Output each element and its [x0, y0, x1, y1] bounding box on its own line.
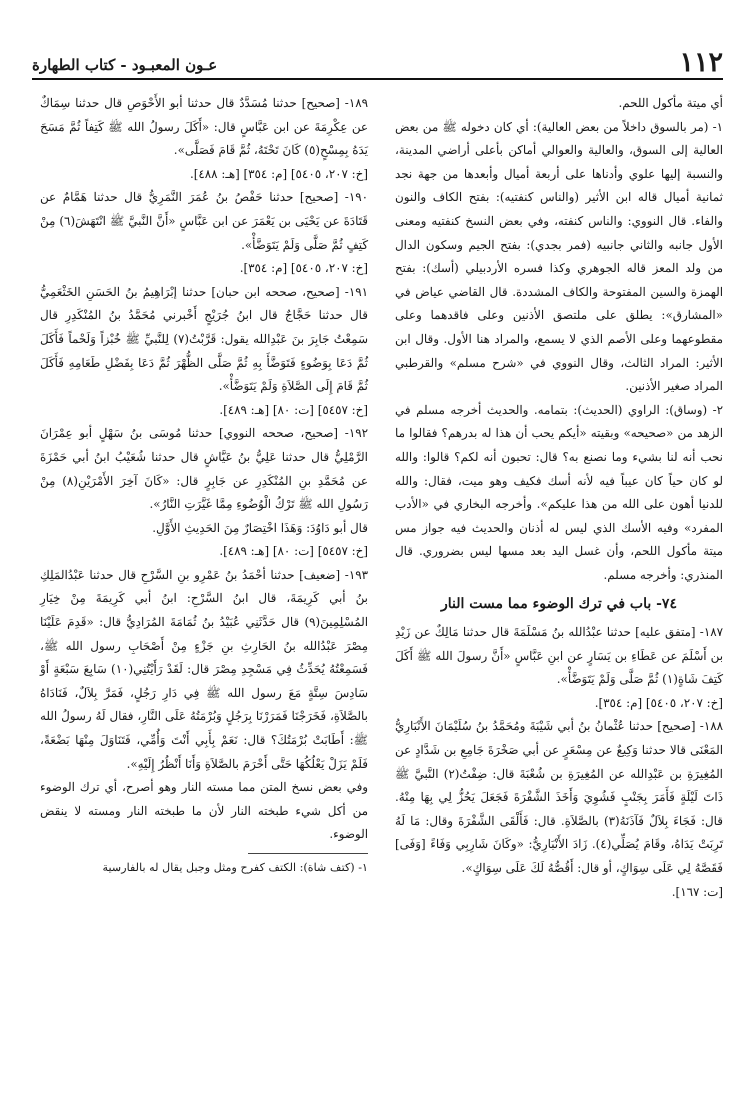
hadith-190-reference: [خ: ٢٠٧، ٥٤٠٥] [م: ٣٥٤].: [239, 261, 368, 276]
hadith-192: ١٩٢- [صحيح، صححه النووي] حدثنا مُوسَى بنُ سَهْلٍ أبو عِمْرَانَ الرَّمْلِيُّ قال حدثنا عَلِيُّ بنُ عَيَّاشٍ قال حدثنا شُعَيْبُ ابنُ أبي حَمْزَةَ عن مُحَمَّدِ بنِ المُنْكَدِرِ عن جَابِرٍ قال: «كَانَ آخِرَ الأَمْرَيْنِ(٨) مِنْ رَسُولِ الله ﷺ تَرْكُ الْوُضُوءِ مِمَّا غَيَّرَتِ النَّارُ».: [40, 426, 369, 512]
page-header: [32, 40, 723, 76]
hadith-187-reference: [خ: ٢٠٧، ٥٤٠٥] [م: ٣٥٤].: [594, 695, 723, 710]
hadith-187: ١٨٧- [متفق عليه] حدثنا عبْدُالله بنُ مَسْلَمَةَ قال حدثنا مَالِكٌ عن زَيْدِ بن أَسْلَمَ عن عَطَاءِ بن يَسَارٍ عن ابنِ عَبَّاسٍ «أَنَّ رسولَ الله ﷺ أَكَلَ كَتِفَ شَاةٍ(١) ثُمَّ صَلَّى وَلَمْ يَتَوَضَّأْ».: [395, 625, 723, 687]
commentary-note-2: ٢- (وساق): الراوي (الحديث): بتمامه. والحديث أخرجه مسلم في الزهد من «صحيحه» وبقيته «أيكم يحب أن هذا له بدرهم؟ فقالوا ما نحب أنه لنا بشيء وما نصنع به؟ قال: تحبون أنه لكم؟ قالوا: والله لو كان حياً كان عيباً فيه لأنه أسك فكيف وهو ميت، فقال: والله للدنيا أهون على الله من هذا عليكم». وأخرجه البخاري في «الأدب المفرد» وفيه الأسك الذي ليس له أذنان والحديث فيه جواز مس ميتة مأكول اللحم، وأن غسل اليد بعد مسها ليس بضروري. قال المنذري: وأخرجه مسلم.: [395, 402, 723, 582]
hadith-188: ١٨٨- [صحيح] حدثنا عُثْمانُ بنُ أبي شَيْبَةَ ومُحَمَّدُ بنُ سُلَيْمَانَ الأَنْبَارِيُّ المَعْنَى قالا حدثنا وَكِيعٌ عن مِسْعَرٍ عن أبي صَخْرَةَ جَامِعِ بن شَدَّادٍ عن المُغِيرَةِ بن عَبْدِالله عن المُغِيرَةِ بن شُعْبَةَ قال: ضِفْتُ(٢) النَّبيَّ ﷺ ذَاتَ لَيْلَةٍ فَأَمَرَ بِجَنْبٍ فَشُوِيَ وَأَخَذَ الشَّفْرَةَ فَجَعَلَ يَحُزُّ لِي بِهَا مِنْهُ. قال: فَجَاءَ بِلاَلٌ فَآذَنَهُ(٣) بالصَّلاَةِ. قال: فَأَلْقَى الشَّفْرَةَ وقال: مَا لَهُ تَرِبَتْ يَدَاهُ، وقَامَ يُصَلِّي(٤). زَادَ الأَنْبَارِيُّ: «وكَانَ شَارِبِي وَفَاءً [وَفَى] فَقَصَّهُ لِي عَلَى سِوَاكٍ، أو قال: أَقُصُّهُ لَكَ عَلَى سِوَاكٍ».: [395, 719, 723, 875]
page-number: ١١٢: [679, 47, 723, 78]
commentary-after: وفي بعض نسخ المتن مما مسته النار وهو أصرح، أي ترك الوضوء من أكل شيء طبخته النار لأن ما طبخته النار ومسته لا ينقض الوضوء.: [40, 780, 368, 842]
hadith-188-reference: [ت: ١٦٧].: [671, 884, 723, 899]
running-title: عـون المعبـود - كتاب الطهارة: [32, 56, 218, 74]
commentary-note-1: ١- (مر بالسوق داخلاً من بعض العالية): أي كان دخوله ﷺ من بعض العالية إلى السوق، والعالية والعوالي أماكن بأعلى أراضي المدينة، والنسبة إليها علوي وأدناها على أربعة أميال وأبعدها من جهة نجد ثمانية أميال قاله ابن الأثير (والناس كنفتيه): بفتح الكاف والنون والفاء. قال النووي: والناس كنفته، وفي بعض النسخ كنفتيه ومعنى الأول جانبه والثاني جانبيه (فمر بجدي): بفتح الجيم وسكون الدال من ولد المعز قاله الجوهري وكذا فسره الأردبيلي (أسك): بفتح الهمزة والسين المفتوحة والكاف المشددة. قال القاضي عياض في «المشارق»: يطلق على ملتصق الأذنين وعلى فاقدهما وعلى مقطوعهما وعلى الأصم الذي لا يسمع، والمراد هنا الأول. وقال ابن الأثير: المراد الثالث، وقال النووي في «شرح مسلم» والقرطبي المراد صغير الأذنين.: [395, 119, 723, 394]
commentary-intro: أي ميتة مأكول اللحم.: [618, 96, 723, 110]
footnote-1: ١- (كتف شاة): الكتف كفرح ومثل وجبل يقال له بالفارسية: [102, 861, 368, 874]
header-rule: [32, 78, 723, 80]
hadith-193: ١٩٣- [ضعيف] حدثنا أحْمَدُ بنُ عَمْرِو بنِ السَّرْحِ قال حدثنا عَبْدُالمَلِكِ بنُ أبي كَرِيمَةَ، قال ابنُ السَّرْحِ: ابنُ أبي كَرِيمَةَ مِنْ خِيَارِ المُسْلِمِينَ(٩) قال حَدَّثَنِي عُبَيْدُ بنُ ثُمَامَةَ المُرَادِيُّ قال: «قَدِمَ عَلَيْنَا مِصْرَ عَبْدُالله بنُ الحَارِثِ بنِ جَزْءٍ مِنْ أَصْحَابِ رسول الله ﷺ، فَسَمِعْتُهُ يُحَدِّثُ فِي مَسْجِدِ مِصْرَ قال: لَقَدْ رَأَيْتُنِي(١٠) سَابِعَ سَبْعَةٍ أَوْ سَادِسَ سِتَّةٍ مَعَ رسول الله ﷺ فِي دَارِ رَجُلٍ، فَمَرَّ بِلاَلٌ، فَنَادَاهُ بالصَّلاَةِ، فَخَرَجْنَا فَمَرَرْنَا بِرَجُلٍ وَبُرْمَتُهُ عَلَى النَّارِ، فقال لَهُ رسولُ الله ﷺ: أَطَابَتْ بُرْمَتُكَ؟ قال: نَعَمْ بِأَبِي أَنْتَ وَأُمِّي، فَتَنَاوَلَ مِنْهَا بَضْعَةً، فَلَمْ يَزَلْ يَعْلُكُهَا حَتَّى أَحْرَمَ بالصَّلاَةِ وَأَنَا أَنْظُرُ إِلَيْهِ».: [40, 567, 368, 771]
left-column: [40, 92, 368, 878]
hadith-191: ١٩١- [صحيح، صححه ابن حبان] حدثنا إبْرَاهِيمُ بنُ الحَسَنِ الخَثْعَمِيُّ قال حدثنا حَجَّاجٌ قال ابنُ جُرَيْجٍ أَخْبرني مُحَمَّدُ بنُ المُنْكَدِرِ قال سَمِعْتُ جَابِرَ بنَ عَبْدِالله يقول: قَرَّبْتُ(٧) لِلنَّبيِّ ﷺ خُبْزاً وَلَحْماً فَأَكَلَ ثُمَّ دَعَا بِوَضُوءٍ فَتَوَضَّأَ بِهِ ثُمَّ صَلَّى الظُّهْرَ ثُمَّ دَعَا بِفَضْلِ طَعَامِهِ فَأَكَلَ ثُمَّ قَامَ إِلَى الصَّلاَةِ وَلَمْ يَتَوَضَّأْ».: [40, 284, 368, 394]
hadith-191-reference: [خ: ٥٤٥٧] [ت: ٨٠] [هـ: ٤٨٩].: [219, 402, 368, 417]
hadith-189-reference: [خ: ٢٠٧، ٥٤٠٥] [م: ٣٥٤] [هـ: ٤٨٨].: [189, 166, 368, 181]
hadith-192-reference: [خ: ٥٤٥٧] [ت: ٨٠] [هـ: ٤٨٩].: [219, 544, 368, 559]
hadith-189: ١٨٩- [صحيح] حدثنا مُسَدَّدٌ قال حدثنا أبو الأَحْوَصِ قال حدثنا سِمَاكٌ عن عِكْرِمَةَ عن ابن عَبَّاسٍ قال: «أَكَلَ رسولُ الله ﷺ كَتِفاً ثُمَّ مَسَحَ يَدَهُ بِمِسْحٍ(٥) كَانَ تَحْتَهُ، ثُمَّ قَامَ فَصَلَّى».: [40, 96, 368, 158]
hadith-190: ١٩٠- [صحيح] حدثنا حَفْصُ بنُ عُمَرَ النَّمَرِيُّ قال حدثنا هَمَّامٌ عن قَتَادَةَ عن يَحْيَى بن يَعْمَرَ عن ابن عَبَّاسٍ «أَنَّ النَّبيَّ ﷺ انْتَهَشَ(٦) مِنْ كَتِفٍ ثُمَّ صَلَّى وَلَمْ يَتَوَضَّأْ».: [40, 190, 368, 252]
footnote-rule: [248, 853, 368, 854]
chapter-heading: ٧٤- باب في ترك الوضوء مما مست النار: [441, 596, 677, 613]
right-column: [395, 92, 723, 904]
abu-dawud-note: قال أبو دَاوُدَ: وَهَذَا اخْتِصَارٌ مِنَ الحَدِيثِ الأَوَّلِ.: [152, 520, 368, 535]
